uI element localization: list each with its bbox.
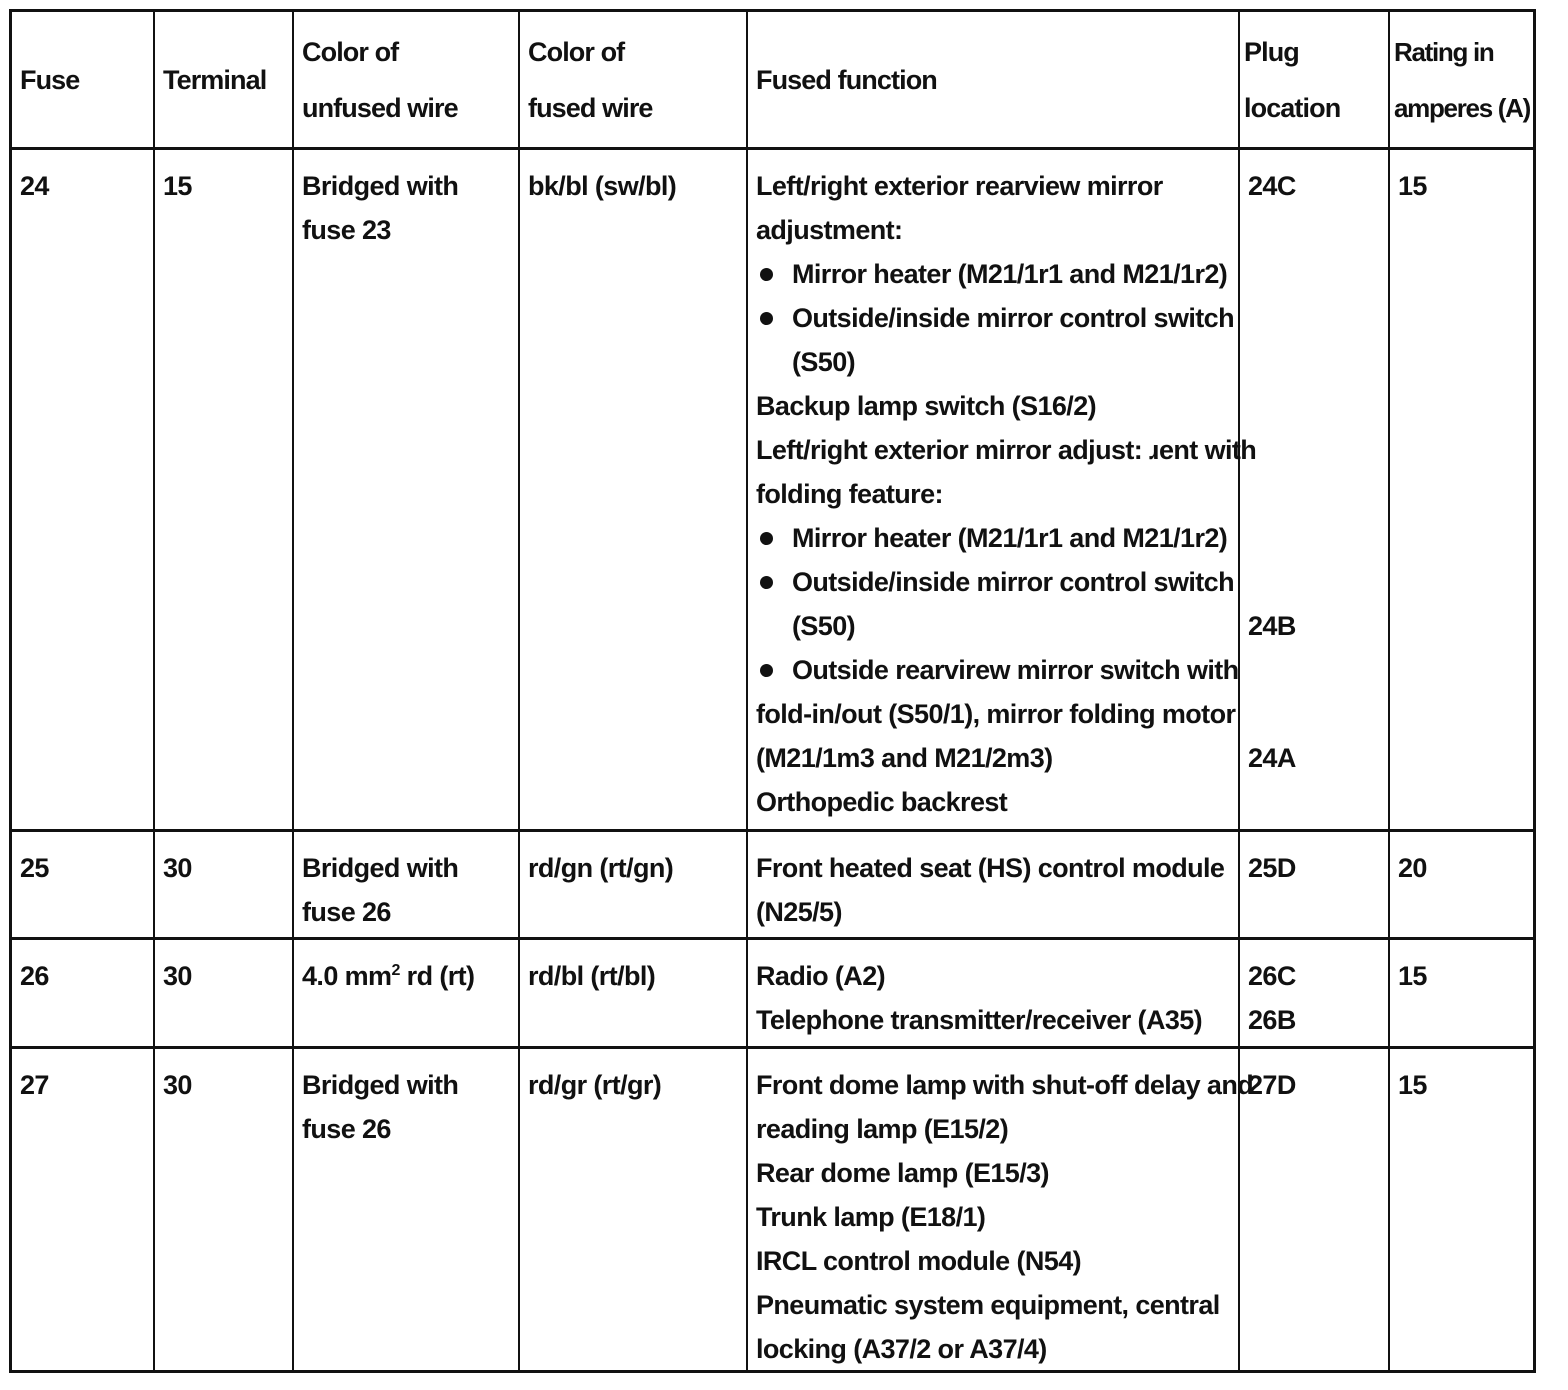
fused-wire-color: rd/gn (rt/gn) — [518, 832, 746, 937]
plug-location: 24C 24B 24A — [1238, 150, 1388, 829]
list-item: Outside/inside mirror control switch — [756, 296, 1238, 340]
fused-function: Front heated seat (HS) control module (N25/5) — [746, 832, 1238, 937]
fused-wire-color: bk/bl (sw/bl) — [518, 150, 746, 829]
terminal: 30 — [153, 832, 292, 937]
plug-location: 25D — [1238, 832, 1388, 937]
terminal: 15 — [153, 150, 292, 829]
list-item: Outside rearvirew mirror switch with — [756, 648, 1238, 692]
table-header-row — [12, 12, 1533, 147]
unfused-wire-color: Bridged with fuse 23 — [292, 150, 518, 829]
fuse-number: 25 — [20, 853, 49, 883]
header-fused-function: Fused function — [746, 12, 1238, 147]
rating-amperes: 15 — [1388, 940, 1533, 1046]
fuse-number: 26 — [20, 961, 49, 991]
list-item: Mirror heater (M21/1r1 and M21/1r2) — [756, 252, 1238, 296]
terminal: 30 — [153, 1049, 292, 1370]
fuse-number: 27 — [20, 1070, 49, 1100]
table-row — [12, 937, 1533, 1046]
rating-amperes: 15 — [1388, 1049, 1533, 1370]
fused-wire-color: rd/bl (rt/bl) — [518, 940, 746, 1046]
fused-function: Left/right exterior rearview mirror adjustment: Mirror heater (M21/1r1 and M21/1r2) Outside/inside mirror control switch (S50) Backup lamp switch (S16/2) Left/right exterior mirror adjust: ɹent with folding feature: Mirror heater (M21/1r1 and M21/1r2) Outside/inside mirror control switch (S50) Outside rearvirew mirror switch with fold-in/out (S50/1), mirror folding motor (M21/1m3 and M21/2m3) Orthopedic backrest — [746, 150, 1238, 829]
list-item: Mirror heater (M21/1r1 and M21/1r2) — [756, 516, 1238, 560]
fused-function: Radio (A2) Telephone transmitter/receiver (A35) — [746, 940, 1238, 1046]
fused-wire-color: rd/gr (rt/gr) — [518, 1049, 746, 1370]
header-terminal: Terminal — [153, 12, 292, 147]
header-fuse: Fuse — [20, 64, 80, 95]
fuse-table — [9, 9, 1536, 1373]
table-row — [12, 1046, 1533, 1370]
fused-function: Front dome lamp with shut-off delay and reading lamp (E15/2) Rear dome lamp (E15/3) Trunk lamp (E18/1) IRCL control module (N54) Pneumatic system equipment, central locking (A37/2 or A37/4) — [746, 1049, 1238, 1370]
unfused-wire-color: Bridged with fuse 26 — [292, 832, 518, 937]
rating-amperes: 20 — [1388, 832, 1533, 937]
unfused-wire-color: 4.0 $mm^2$ rd (rt) — [292, 940, 518, 1046]
table-row — [12, 147, 1533, 829]
header-fused-wire-color: Color of fused wire — [518, 12, 746, 147]
table-row — [12, 829, 1533, 937]
unfused-wire-color: Bridged with fuse 26 — [292, 1049, 518, 1370]
list-item: Outside/inside mirror control switch — [756, 560, 1238, 604]
rating-amperes: 15 — [1388, 150, 1533, 829]
fuse-number: 24 — [20, 171, 49, 201]
plug-location: 27D — [1238, 1049, 1388, 1370]
header-plug-location: Plug location — [1238, 12, 1388, 147]
plug-location: 26C 26B — [1238, 940, 1388, 1046]
terminal: 30 — [153, 940, 292, 1046]
header-unfused-wire-color: Color of unfused wire — [292, 12, 518, 147]
header-rating: Rating in amperes (A) — [1388, 12, 1533, 147]
